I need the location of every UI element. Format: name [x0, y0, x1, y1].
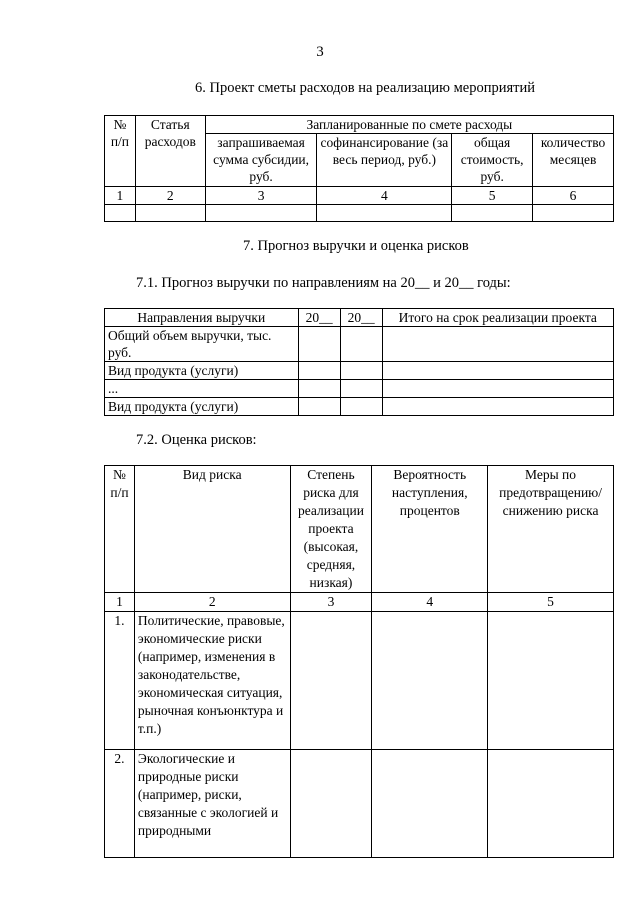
index-cell: 2	[135, 187, 205, 205]
empty-cell	[290, 612, 372, 750]
empty-cell	[298, 362, 340, 380]
empty-cell	[290, 750, 372, 858]
header-risk-degree: Степень риска для реализации проекта (высокая, средняя, низкая)	[290, 466, 372, 593]
empty-cell	[298, 398, 340, 416]
risk-row	[105, 612, 614, 750]
empty-row	[105, 205, 614, 222]
revenue-row-label: Вид продукта (услуги)	[105, 362, 299, 380]
header-article: Статья расходов	[135, 116, 205, 187]
header-risk-probability: Вероятность наступления, процентов	[372, 466, 488, 593]
index-cell: 1	[105, 187, 136, 205]
empty-cell	[340, 362, 382, 380]
header-planned: Запланированные по смете расходы	[205, 116, 613, 134]
section-7-2-title: 7.2. Оценка рисков:	[136, 432, 257, 448]
revenue-row	[105, 398, 614, 416]
revenue-row-label: Общий объем выручки, тыс. руб.	[105, 327, 299, 362]
header-risk-type: Вид риска	[134, 466, 290, 593]
index-cell: 2	[134, 593, 290, 612]
empty-cell	[452, 205, 533, 222]
empty-cell	[372, 612, 488, 750]
risk-table	[104, 465, 614, 858]
risk-row	[105, 750, 614, 858]
empty-cell	[340, 327, 382, 362]
risk-row-text: Политические, правовые, экономические риски (например, изменения в законодательстве, экономическая ситуация, рыночная конъюнктура и т.п.)	[134, 612, 290, 750]
empty-cell	[340, 380, 382, 398]
section-7-title: 7. Прогноз выручки и оценка рисков	[243, 238, 469, 254]
index-cell: 5	[452, 187, 533, 205]
header-direction: Направления выручки	[105, 309, 299, 327]
empty-cell	[488, 612, 614, 750]
section-7-1-title: 7.1. Прогноз выручки по направлениям на 20__ и 20__ годы:	[136, 275, 511, 291]
index-cell: 1	[105, 593, 135, 612]
revenue-table	[104, 308, 614, 416]
empty-cell	[533, 205, 614, 222]
empty-cell	[382, 380, 613, 398]
header-total: общая стоимость, руб.	[452, 134, 533, 187]
empty-cell	[372, 750, 488, 858]
empty-cell	[298, 327, 340, 362]
risk-row-num: 2.	[105, 750, 135, 858]
header-cofinancing: софинансирование (за весь период, руб.)	[317, 134, 452, 187]
index-cell: 3	[290, 593, 372, 612]
risk-row-text: Экологические и природные риски (например, риски, связанные с экологией и природными	[134, 750, 290, 858]
risk-row-num: 1.	[105, 612, 135, 750]
index-cell: 6	[533, 187, 614, 205]
header-months: количество месяцев	[533, 134, 614, 187]
header-risk-measures: Меры по предотвращению/ снижению риска	[488, 466, 614, 593]
empty-cell	[205, 205, 317, 222]
empty-cell	[488, 750, 614, 858]
header-year-1: 20__	[298, 309, 340, 327]
empty-cell	[135, 205, 205, 222]
section-6-title: 6. Проект сметы расходов на реализацию мероприятий	[195, 80, 535, 96]
risk-index-row	[105, 593, 614, 612]
header-risk-num: № п/п	[105, 466, 135, 593]
revenue-row	[105, 362, 614, 380]
empty-cell	[298, 380, 340, 398]
empty-cell	[382, 362, 613, 380]
empty-cell	[340, 398, 382, 416]
header-total-period: Итого на срок реализации проекта	[382, 309, 613, 327]
revenue-row	[105, 380, 614, 398]
page-number: 3	[316, 44, 324, 60]
header-requested: запрашиваемая сумма субсидии, руб.	[205, 134, 317, 187]
index-cell: 3	[205, 187, 317, 205]
index-cell: 4	[372, 593, 488, 612]
revenue-row	[105, 327, 614, 362]
empty-cell	[317, 205, 452, 222]
empty-cell	[105, 205, 136, 222]
index-cell: 4	[317, 187, 452, 205]
revenue-row-label: Вид продукта (услуги)	[105, 398, 299, 416]
header-year-2: 20__	[340, 309, 382, 327]
header-num: № п/п	[105, 116, 136, 187]
budget-table	[104, 115, 614, 222]
revenue-row-label: ...	[105, 380, 299, 398]
empty-cell	[382, 327, 613, 362]
index-row	[105, 187, 614, 205]
index-cell: 5	[488, 593, 614, 612]
empty-cell	[382, 398, 613, 416]
